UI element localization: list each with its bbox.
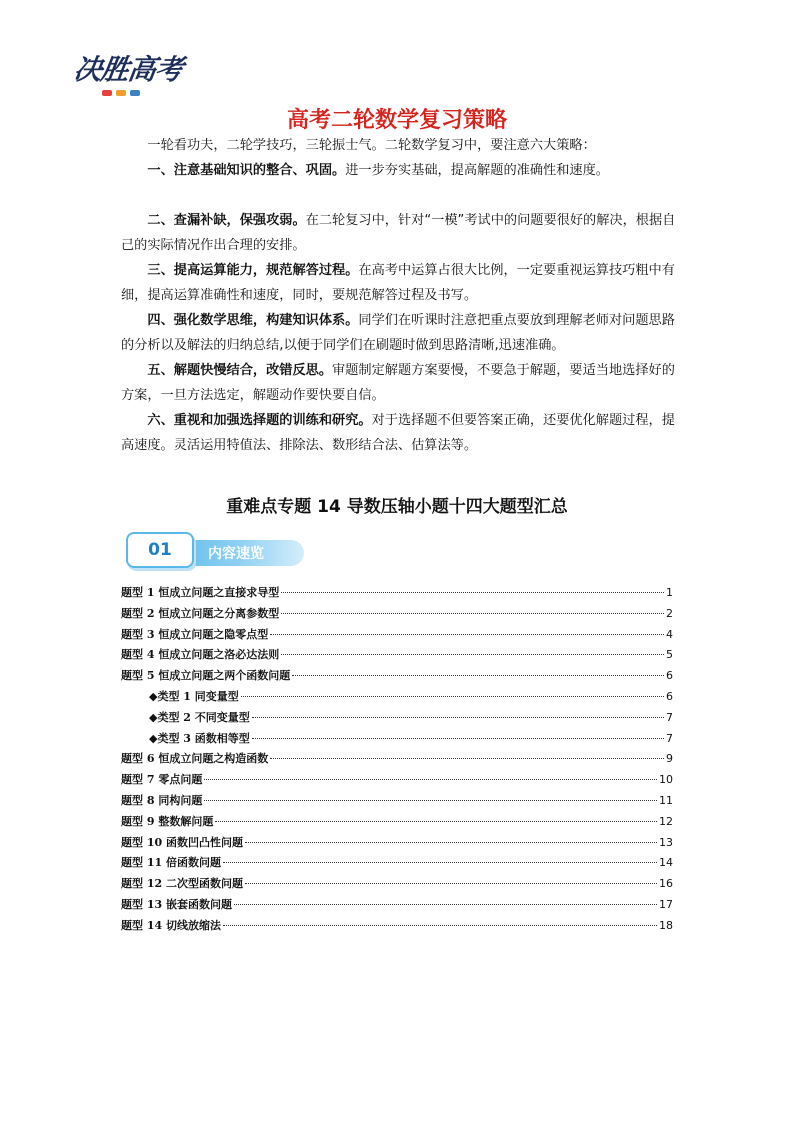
toc-entry[interactable] [121, 875, 673, 896]
intro-paragraph: 一轮看功夫，二轮学技巧，三轮振士气。二轮数学复习中，要注意六大策略： [147, 138, 596, 153]
toc-entry[interactable] [121, 709, 673, 730]
toc-entry-page: 11 [659, 793, 673, 807]
toc-entry-page: 17 [659, 897, 673, 911]
toc-leader-dots [245, 883, 657, 884]
section-badge [126, 532, 310, 570]
toc-leader-dots [234, 904, 657, 905]
toc-entry-page: 9 [666, 752, 673, 766]
toc-leader-dots [215, 821, 657, 822]
toc-leader-dots [223, 925, 657, 926]
toc-entry[interactable] [121, 771, 673, 792]
toc-entry-page: 2 [666, 606, 673, 620]
toc-leader-dots [292, 675, 664, 676]
toc-entry-label: ◆类型 1 同变量型 [149, 689, 239, 703]
strategy-paragraph [121, 358, 681, 408]
toc-entry-label: ◆类型 2 不同变量型 [149, 710, 250, 724]
toc-entry[interactable] [121, 750, 673, 771]
toc-entry-page: 18 [659, 918, 673, 932]
toc-leader-dots [204, 800, 657, 801]
toc-entry[interactable] [121, 626, 673, 647]
toc-leader-dots [270, 634, 664, 635]
toc-entry-label: 题型 12 二次型函数问题 [121, 877, 243, 891]
toc-entry-label: 题型 3 恒成立问题之隐零点型 [121, 627, 269, 641]
strategy-text: 同学们在听课时注意把重点要放到理解老师对问题思路的分析以及解法的归纳总结,以便于同学们在刷题时做到思路清晰,迅速准确。 [121, 313, 675, 353]
strategy-paragraph [121, 308, 681, 358]
table-of-contents [121, 584, 673, 938]
toc-entry[interactable] [121, 896, 673, 917]
badge-number: 01 [126, 532, 194, 568]
toc-entry[interactable] [121, 854, 673, 875]
strategy-text: 进一步夯实基础，提高解题的准确性和速度。 [345, 163, 609, 178]
toc-entry[interactable] [121, 792, 673, 813]
strategy-paragraph [121, 208, 681, 258]
toc-entry-label: 题型 10 函数凹凸性问题 [121, 835, 243, 849]
toc-entry-page: 4 [666, 627, 673, 641]
main-title: 高考二轮数学复习策略 [286, 108, 507, 133]
toc-entry[interactable] [121, 605, 673, 626]
toc-entry-label: 题型 11 倍函数问题 [121, 856, 221, 870]
strategy-paragraph [121, 258, 681, 308]
toc-leader-dots [281, 592, 664, 593]
toc-leader-dots [252, 717, 664, 718]
toc-entry-page: 12 [659, 814, 673, 828]
toc-entry-page: 13 [659, 835, 673, 849]
strategy-text: 对于选择题不但要答案正确，还要优化解题过程，提高速度。灵活运用特值法、排除法、数形结合法、估算法等。 [121, 413, 675, 453]
toc-entry-page: 7 [666, 731, 673, 745]
strategy-heading: 六、重视和加强选择题的训练和研究。 [147, 413, 372, 428]
toc-entry-label: 题型 7 零点问题 [121, 773, 203, 787]
toc-entry[interactable] [121, 730, 673, 751]
toc-entry-label: ◆类型 3 函数相等型 [149, 731, 250, 745]
strategy-heading: 一、注意基础知识的整合、巩固。 [147, 163, 346, 178]
strategy-heading: 五、解题快慢结合，改错反思。 [147, 363, 333, 378]
toc-entry-label: 题型 1 恒成立问题之直接求导型 [121, 586, 280, 599]
toc-leader-dots [245, 842, 657, 843]
toc-entry-page: 10 [659, 773, 673, 787]
toc-leader-dots [252, 738, 664, 739]
toc-entry-page: 14 [659, 856, 673, 870]
toc-entry[interactable] [121, 834, 673, 855]
logo-decoration [102, 90, 194, 96]
toc-leader-dots [241, 696, 664, 697]
strategy-text: 在二轮复习中，针对“一模”考试中的问题要很好的解决，根据自己的实际情况作出合理的安排。 [121, 213, 676, 253]
toc-entry-label: 题型 6 恒成立问题之构造函数 [121, 752, 269, 766]
toc-entry-page: 16 [659, 877, 673, 891]
strategy-heading: 二、查漏补缺，保强攻弱。 [147, 213, 306, 228]
strategy-text: 在高考中运算占很大比例，一定要重视运算技巧粗中有细，提高运算准确性和速度，同时，要规范解答过程及书写。 [121, 263, 675, 303]
strategy-paragraph [121, 158, 681, 183]
toc-entry[interactable] [121, 667, 673, 688]
toc-entry[interactable] [121, 584, 673, 605]
toc-entry-page: 6 [666, 669, 673, 683]
toc-entry-label: 题型 8 同构问题 [121, 793, 203, 807]
section-title: 重难点专题 14 导数压轴小题十四大题型汇总 [226, 497, 568, 517]
toc-leader-dots [223, 862, 657, 863]
strategy-paragraph [121, 408, 681, 458]
toc-entry-page: 7 [666, 710, 673, 724]
strategy-heading: 三、提高运算能力，规范解答过程。 [147, 263, 359, 278]
toc-entry-label: 题型 2 恒成立问题之分离参数型 [121, 606, 280, 620]
toc-entry-page: 5 [666, 648, 673, 662]
toc-entry-page: 6 [666, 689, 673, 703]
toc-entry-page: 1 [666, 586, 673, 599]
toc-entry[interactable] [121, 646, 673, 667]
toc-entry-label: 题型 5 恒成立问题之两个函数问题 [121, 669, 291, 683]
strategy-text: 审题制定解题方案要慢，不要急于解题，要适当地选择好的方案，一旦方法选定，解题动作要快要自信。 [121, 363, 675, 403]
toc-entry[interactable] [121, 813, 673, 834]
toc-entry[interactable] [121, 688, 673, 709]
toc-entry[interactable] [121, 917, 673, 938]
toc-leader-dots [281, 654, 664, 655]
toc-leader-dots [204, 779, 657, 780]
toc-entry-label: 题型 14 切线放缩法 [121, 918, 221, 932]
toc-entry-label: 题型 4 恒成立问题之洛必达法则 [121, 648, 280, 662]
toc-leader-dots [270, 758, 664, 759]
logo-text: 决胜高考 [71, 53, 185, 86]
toc-entry-label: 题型 13 嵌套函数问题 [121, 897, 232, 911]
badge-label: 内容速览 [208, 546, 264, 562]
toc-entry-label: 题型 9 整数解问题 [121, 814, 214, 828]
toc-leader-dots [281, 613, 664, 614]
strategy-heading: 四、强化数学思维，构建知识体系。 [147, 313, 359, 328]
